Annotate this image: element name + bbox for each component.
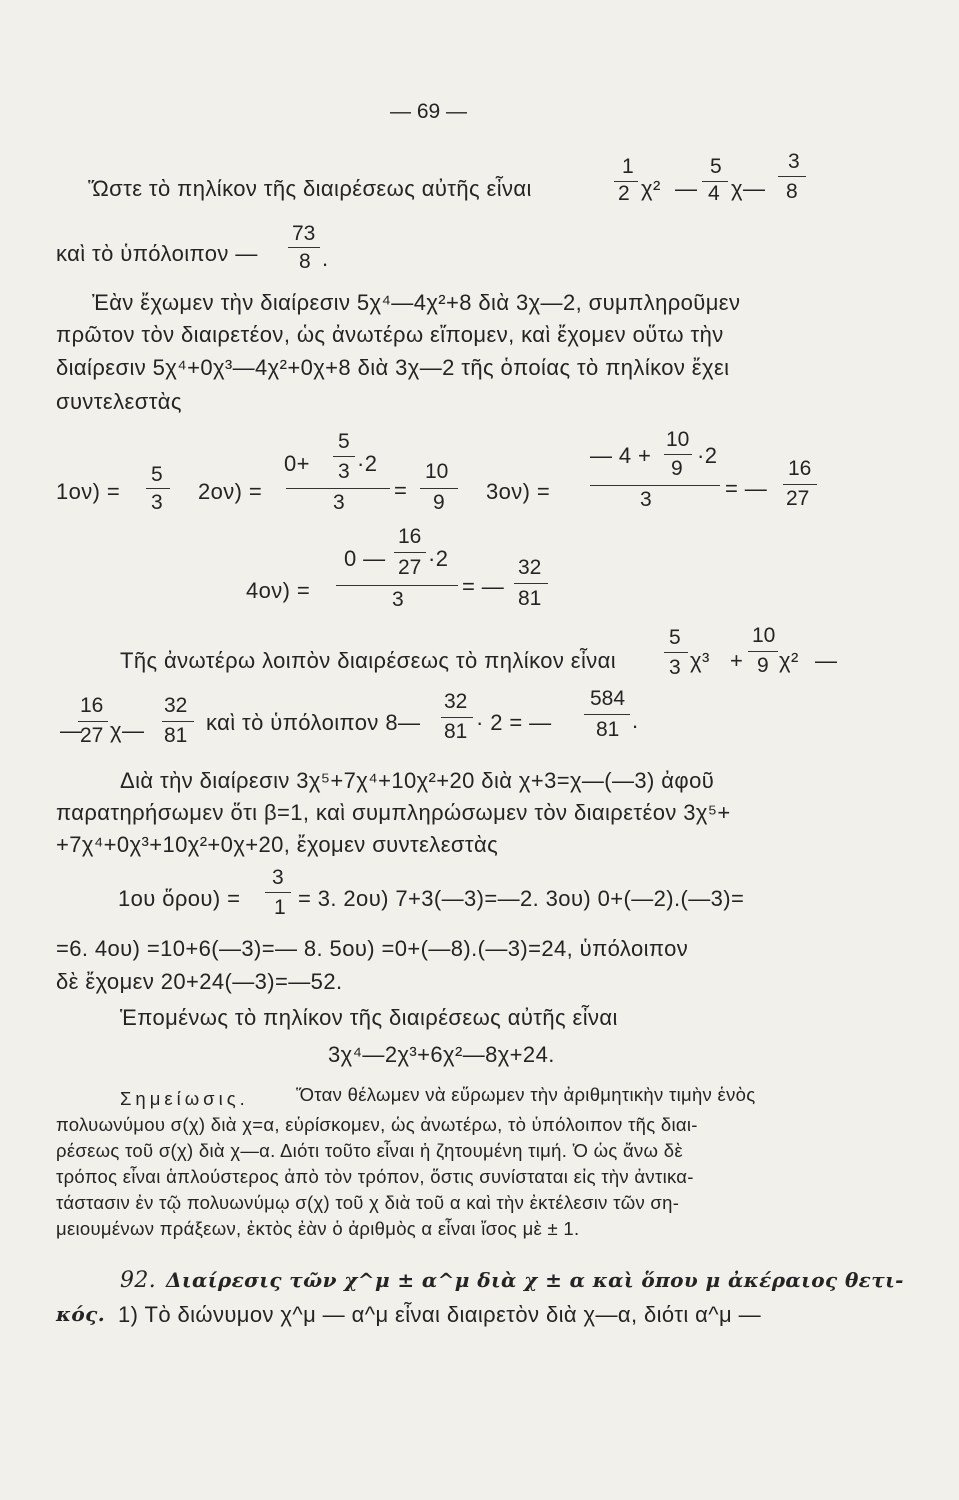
coef1-num: 5 [151, 463, 163, 486]
q-plus: + [730, 648, 744, 673]
rem-dot: . [322, 246, 329, 271]
frac1-den: 2 [618, 182, 630, 205]
note-label: Σημείωσις. [120, 1088, 249, 1109]
quotient-text: Τῆς ἀνωτέρω λοιπὸν διαιρέσεως τὸ πηλίκον εἶναι [120, 648, 617, 673]
line1-text: Ὥστε τὸ πηλίκον τῆς διαιρέσεως αὐτῆς εἶναι [88, 176, 532, 201]
p2-den: 1 [274, 896, 286, 919]
frac2-num: 5 [710, 155, 722, 178]
q-a-den: 3 [669, 656, 681, 679]
q-e-num: 32 [444, 690, 468, 713]
para2-line4a: 1ου ὅρου) = [118, 886, 241, 911]
coef3-inner-den: 9 [671, 457, 683, 480]
para1-line4: συντελεστὰς [56, 389, 182, 414]
coef3-eq: = — [725, 476, 768, 501]
coef3-res-num: 16 [788, 457, 812, 480]
para2-line1: Διὰ τὴν διαίρεσιν 3χ⁵+7χ⁴+10χ²+20 διὰ χ+3=χ—(—3) ἀφοῦ [120, 768, 715, 793]
q-a-bar [664, 652, 688, 653]
para2-line6: δὲ ἔχομεν 20+24(—3)=—52. [56, 969, 343, 994]
q-f-num: 584 [590, 687, 626, 710]
section-number: 92. [120, 1268, 157, 1293]
para2-line4b: = 3. 2ου) 7+3(—3)=—2. 3ου) 0+(—2).(—3)= [298, 886, 745, 911]
coef4-res-den: 81 [518, 587, 542, 610]
q-e-bar [441, 717, 473, 718]
coef2-den: 3 [333, 491, 345, 514]
coef4-inner-den: 27 [398, 556, 422, 579]
x-minus: χ— [731, 176, 766, 201]
coef4-inner-bar [394, 552, 426, 553]
coef2-res-den: 9 [433, 491, 445, 514]
q-d-bar [162, 721, 194, 722]
section-title: Διαίρεσις τῶν χ^μ ± α^μ διὰ χ ± α καὶ ὅπου μ ἀκέραιος θετι- [166, 1268, 904, 1292]
q-d-num: 32 [164, 694, 188, 717]
para2-line5: =6. 4ου) =10+6(—3)=— 8. 5ου) =0+(—8).(—3)=24, ὑπόλοιπον [56, 936, 689, 961]
coef2-label: 2ον) = [198, 479, 263, 504]
coef2-inner-bar [333, 456, 355, 457]
frac3-den: 8 [786, 180, 798, 203]
coef2-top-b: ·2 [357, 451, 378, 476]
q-b-bar [748, 651, 778, 652]
coef4-res-bar [514, 583, 548, 584]
q-b-num: 10 [752, 624, 776, 647]
p2-bar [265, 892, 291, 893]
para2-line7: Ἑπομένως τὸ πηλίκον τῆς διαιρέσεως αὐτῆς εἶναι [120, 1005, 618, 1030]
remainder-label: καὶ τὸ ὑπόλοιπον — [56, 241, 258, 266]
section-title-end: κός. [56, 1302, 106, 1326]
coef3-den: 3 [640, 488, 652, 511]
q-lead: — [60, 718, 83, 743]
coef4-top-b: ·2 [428, 546, 449, 571]
coef3-top-a: — 4 + [590, 443, 652, 468]
p2-num: 3 [272, 866, 284, 889]
q-c-x: χ— [110, 718, 145, 743]
note-line2: πολυωνύμου σ(χ) διὰ χ=α, εὑρίσκομεν, ὡς ἀνωτέρω, τὸ ὑπόλοιπον τῆς διαι- [56, 1114, 698, 1135]
coef1-label: 1ον) = [56, 479, 121, 504]
para2-line8: 3χ⁴—2χ³+6χ²—8χ+24. [328, 1042, 555, 1067]
q-c-den: 27 [80, 724, 104, 747]
coef2-eq: = [394, 478, 408, 503]
note-line4: τρόπος εἶναι ἁπλούστερος ἀπὸ τὸν τρόπον, ὅστις συνίσταται εἰς τὴν ἀντικα- [56, 1166, 694, 1187]
para1-line3: διαίρεσιν 5χ⁴+0χ³—4χ²+0χ+8 διὰ 3χ—2 τῆς ὁποίας τὸ πηλίκον ἔχει [56, 355, 730, 380]
note-line5: τάστασιν ἐν τῷ πολυωνύμῳ σ(χ) τοῦ χ διὰ τοῦ α καὶ τὴν ἐκτέλεσιν τῶν ση- [56, 1192, 680, 1213]
minus1: — [675, 176, 698, 201]
para2-line3: +7χ⁴+0χ³+10χ²+0χ+20, ἔχομεν συντελεστὰς [56, 832, 499, 857]
frac3-bar [778, 176, 806, 177]
coef3-inner-num: 10 [666, 428, 690, 451]
note-line3: ρέσεως τοῦ σ(χ) διὰ χ—α. Διότι τοῦτο εἶναι ἡ ζητουμένη τιμή. Ὁ ὡς ἄνω δὲ [56, 1140, 683, 1161]
coef4-label: 4ον) = [246, 578, 311, 603]
para2-line2: παρατηρήσωμεν ὅτι β=1, καὶ συμπληρώσωμεν τὸν διαιρετέον 3χ⁵+ [56, 800, 731, 825]
q-f-dot: . [632, 708, 639, 733]
coef2-res-num: 10 [425, 460, 449, 483]
coef2-top-a: 0+ [284, 451, 310, 476]
coef3-res-den: 27 [786, 487, 810, 510]
q-e-den: 81 [444, 720, 468, 743]
rem-bar [288, 247, 320, 248]
q-a-num: 5 [669, 626, 681, 649]
section-line2: 1) Τὸ διώνυμον χ^μ — α^μ εἶναι διαιρετὸν διὰ χ—α, διότι α^μ — [118, 1302, 761, 1327]
q-c-bar [78, 721, 108, 722]
coef3-inner-bar [664, 454, 692, 455]
frac3-num: 3 [788, 150, 800, 173]
coef4-bar [336, 585, 458, 586]
para1-line1: Ἐὰν ἔχωμεν τὴν διαίρεσιν 5χ⁴—4χ²+8 διὰ 3χ—2, συμπληροῦμεν [92, 290, 741, 315]
coef3-top-b: ·2 [697, 443, 718, 468]
coef3-label: 3ον) = [486, 479, 551, 504]
para1-line2: πρῶτον τὸν διαιρετέον, ὡς ἀνωτέρω εἴπομεν, καὶ ἔχομεν οὕτω τὴν [56, 322, 724, 347]
note-line6: μειουμένων πράξεων, ἐκτὸς ἐὰν ὁ ἀριθμὸς α εἶναι ἴσος μὲ ± 1. [56, 1218, 580, 1239]
coef4-res-num: 32 [518, 556, 542, 579]
coef1-bar [146, 488, 170, 489]
q-c-num: 16 [80, 694, 104, 717]
q-d-den: 81 [164, 724, 188, 747]
q-b-x: χ² [779, 648, 799, 673]
q-b-den: 9 [757, 654, 769, 677]
coef3-bar [590, 485, 720, 486]
coef2-bar [286, 488, 390, 489]
frac1-num: 1 [622, 155, 634, 178]
q-a-x: χ³ [690, 648, 710, 673]
x-squared: χ² [641, 176, 661, 201]
coef2-inner-den: 3 [338, 460, 350, 483]
note-line1: Ὅταν θέλωμεν νὰ εὕρωμεν τὴν ἀριθμητικὴν τιμὴν ἑνὸς [296, 1084, 756, 1105]
q-rem-text: καὶ τὸ ὑπόλοιπον 8— [206, 710, 421, 735]
coef4-top-a: 0 — [344, 546, 386, 571]
rem-num: 73 [292, 222, 316, 245]
coef4-inner-num: 16 [398, 525, 422, 548]
coef2-inner-num: 5 [338, 430, 350, 453]
q-dash: — [815, 648, 838, 673]
page-number: — 69 — [390, 100, 468, 123]
q-f-bar [584, 714, 630, 715]
coef3-res-bar [783, 484, 817, 485]
coef2-res-bar [420, 488, 458, 489]
coef1-den: 3 [151, 491, 163, 514]
frac2-den: 4 [708, 182, 720, 205]
rem-den: 8 [299, 250, 311, 273]
q-e-tail: · 2 = — [476, 710, 552, 735]
q-f-den: 81 [596, 718, 620, 741]
coef4-den: 3 [392, 588, 404, 611]
coef4-eq: = — [462, 574, 505, 599]
